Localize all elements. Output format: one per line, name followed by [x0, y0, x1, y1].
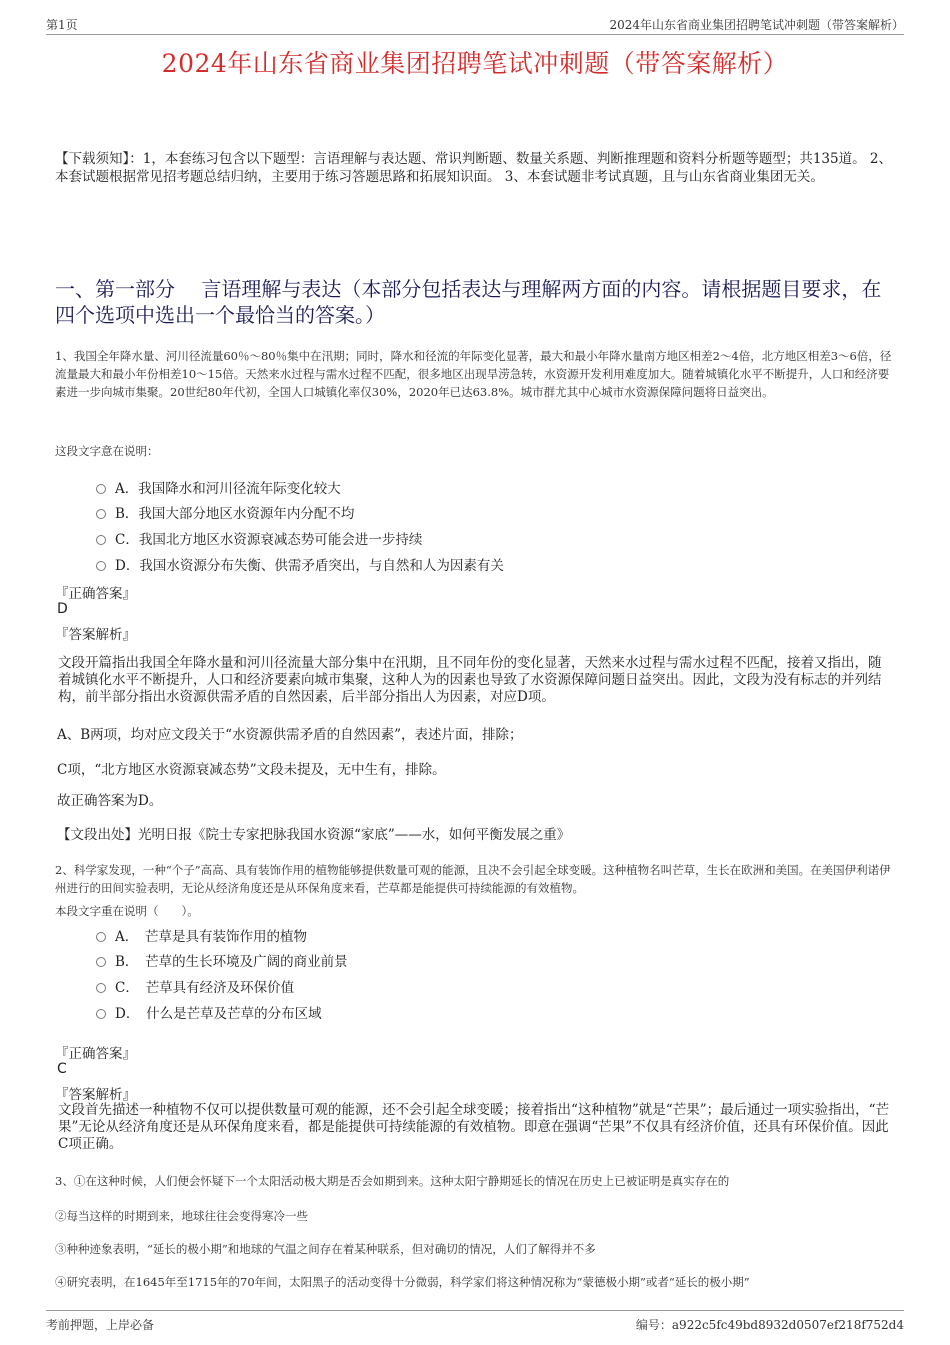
q2-option-a[interactable]: A． 芒草是具有装饰作用的植物: [96, 925, 307, 945]
q2-stem: 2、科学家发现，一种“个子”高高、具有装饰作用的植物能够提供数量可观的能源，且决不会引起全球变暖。这种植物名叫芒草，生长在欧洲和美国。在美国伊利诺伊州进行的田间实验表明，无论从经济角度还是从环保角度来看，芒草都是能提供可持续能源的有效植物。: [55, 863, 891, 895]
q2-answer-label: 『正确答案』: [55, 1046, 136, 1062]
q3-line-4: ④研究表明，在1645年至1715年的70年间，太阳黑子的活动变得十分微弱，科学家们将这种情况称为“蒙德极小期”或者“延长的极小期”: [55, 1275, 750, 1289]
q1-analysis-1: 文段开篇指出我国全年降水量和河川径流量大部分集中在汛期，且不同年份的变化显著，天然来水过程与需水过程不匹配，接着又指出，随着城镇化水平不断提升，人口和经济要素向城市集聚，这种人为的因素也导致了水资源保障问题日益突出。因此，文段为没有标志的并列结构，前半部分指出水资源供需矛盾的自然因素，后半部分指出人为因素，对应D项。: [58, 655, 882, 705]
section-title: 一、第一部分 言语理解与表达（本部分包括表达与理解两方面的内容。请根据题目要求，在四个选项中选出一个最恰当的答案。）: [55, 277, 882, 327]
q1-analysis-label: 『答案解析』: [55, 627, 136, 643]
radio-icon[interactable]: [96, 1009, 106, 1019]
q1-answer-label: 『正确答案』: [55, 586, 136, 602]
document-title: 2024年山东省商业集团招聘笔试冲刺题（带答案解析）: [161, 49, 789, 78]
q1-answer: D: [57, 601, 68, 617]
radio-icon[interactable]: [96, 535, 106, 545]
page-header: [46, 14, 904, 35]
radio-icon[interactable]: [96, 509, 106, 519]
q2-analysis-label: 『答案解析』: [55, 1087, 136, 1103]
q2-option-c[interactable]: C． 芒草具有经济及环保价值: [96, 976, 294, 996]
q3-line-1: 3、①在这种时候，人们便会怀疑下一个太阳活动极大期是否会如期到来。这种太阳宁静期延长的情况在历史上已被证明是真实存在的: [55, 1174, 730, 1188]
q1-stem: 1、我国全年降水量、河川径流量60％～80％集中在汛期；同时，降水和径流的年际变化显著，最大和最小年降水量南方地区相差2～4倍，北方地区相差3～6倍，径流量最大和最小年份相差10～15倍。天然来水过程与需水过程不匹配，很多地区出现旱涝急转，水资源开发利用难度加大。随着城镇化水平不断提升，人口和经济要素进一步向城市集聚。20世纪80年代初，全国人口城镇化率仅30%，2020年已达63.8%。城市群尤其中心城市水资源保障问题将日益突出。: [55, 349, 892, 399]
q2-prompt: 本段文字重在说明（ ）。: [55, 904, 199, 918]
header-doc-title: 2024年山东省商业集团招聘笔试冲刺题（带答案解析）: [609, 18, 904, 32]
page-footer: [46, 1310, 904, 1333]
q1-analysis-4: 故正确答案为D。: [57, 793, 163, 809]
radio-icon[interactable]: [96, 932, 106, 942]
radio-icon[interactable]: [96, 957, 106, 967]
q3-line-2: ②每当这样的时期到来，地球往往会变得寒冷一些: [55, 1209, 308, 1223]
q1-option-b[interactable]: B．我国大部分地区水资源年内分配不均: [96, 502, 354, 522]
radio-icon[interactable]: [96, 484, 106, 494]
q2-answer: C: [57, 1061, 67, 1077]
q1-prompt: 这段文字意在说明：: [55, 444, 159, 458]
q1-source: 【文段出处】光明日报《院士专家把脉我国水资源“家底”——水，如何平衡发展之重》: [57, 827, 571, 843]
q3-line-3: ③种种迹象表明，“延长的极小期”和地球的气温之间存在着某种联系，但对确切的情况，人们了解得并不多: [55, 1242, 596, 1256]
q1-analysis-3: C项，“北方地区水资源衰减态势”文段未提及，无中生有，排除。: [57, 762, 446, 778]
q1-option-c[interactable]: C．我国北方地区水资源衰减态势可能会进一步持续: [96, 528, 422, 548]
download-notice: 【下载须知】：1，本套练习包含以下题型：言语理解与表达题、常识判断题、数量关系题、判断推理题和资料分析题等题型；共135道。 2、本套试题根据常见招考题总结归纳，主要用于练习答题思路和拓展知识面。 3、本套试题非考试真题，且与山东省商业集团无关。: [55, 151, 892, 185]
q1-option-a[interactable]: A．我国降水和河川径流年际变化较大: [96, 477, 341, 497]
radio-icon[interactable]: [96, 561, 106, 571]
q2-analysis: 文段首先描述一种植物不仅可以提供数量可观的能源，还不会引起全球变暖；接着指出“这种植物”就是“芒果”；最后通过一项实验指出，“芒果”无论从经济角度还是从环保角度来看，都是能提供可持续能源的有效植物。即意在强调“芒果”不仅具有经济价值，还具有环保价值。因此C项正确。: [58, 1102, 890, 1152]
q1-analysis-2: A、B两项，均对应文段关于“水资源供需矛盾的自然因素”，表述片面，排除；: [57, 727, 523, 743]
footer-serial: 编号：a922c5fc49bd8932d0507ef218f752d4: [635, 1318, 904, 1332]
q2-option-d[interactable]: D． 什么是芒草及芒草的分布区域: [96, 1002, 322, 1022]
q2-option-b[interactable]: B． 芒草的生长环境及广阔的商业前景: [96, 950, 348, 970]
radio-icon[interactable]: [96, 983, 106, 993]
q1-option-d[interactable]: D．我国水资源分布失衡、供需矛盾突出，与自然和人为因素有关: [96, 554, 504, 574]
footer-slogan: 考前押题，上岸必备: [46, 1318, 155, 1332]
page-number: 第1页: [46, 18, 78, 32]
